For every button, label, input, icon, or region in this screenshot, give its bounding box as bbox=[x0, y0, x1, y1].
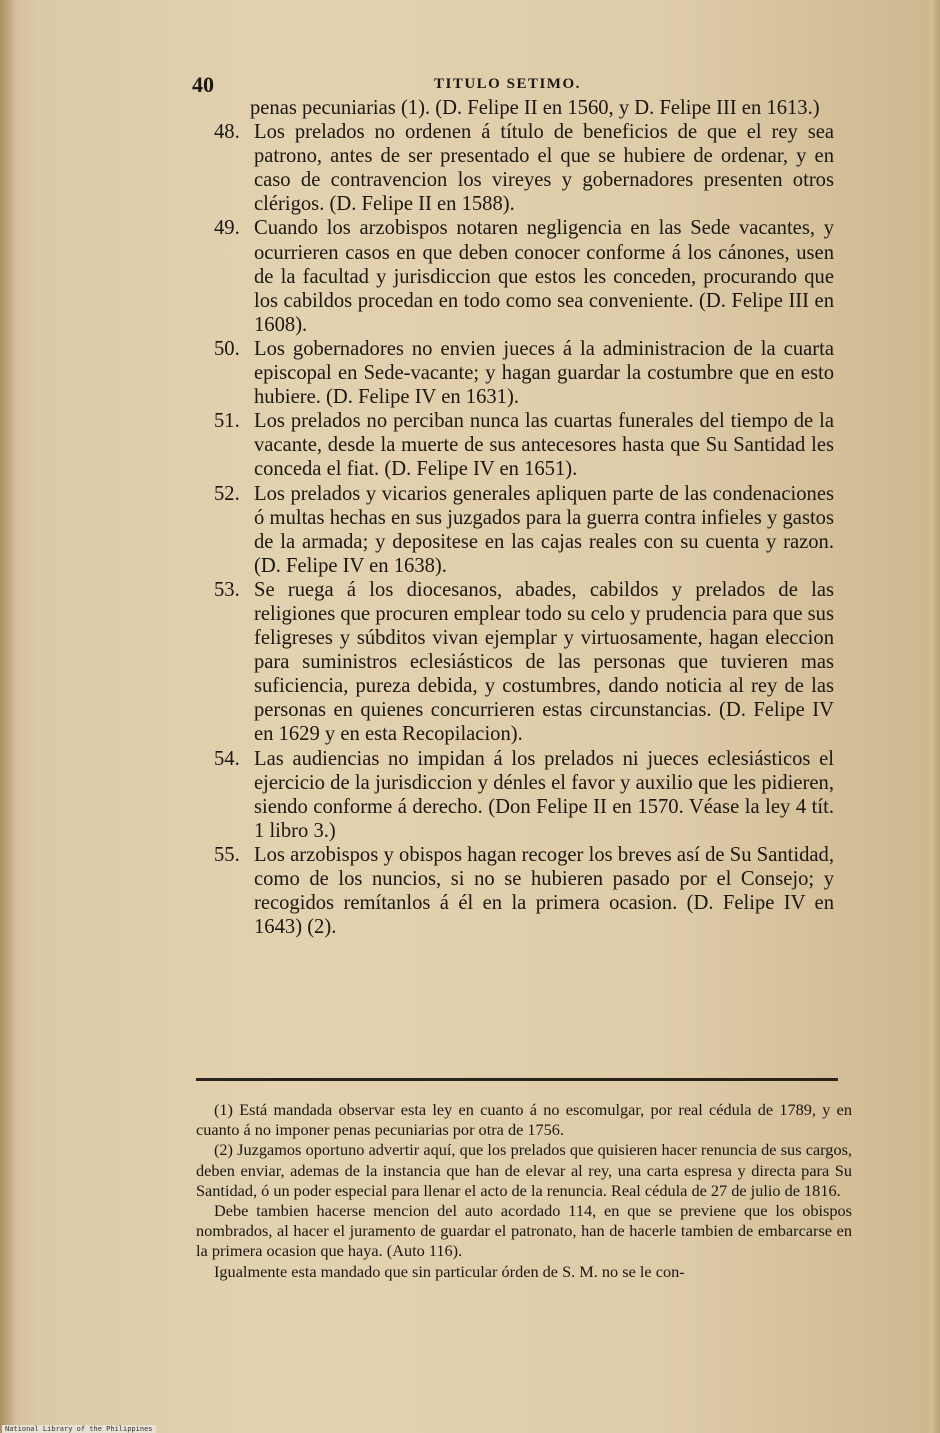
paragraph-text: Cuando los arzobispos notaren negligencia en las Sede vacantes, y ocurrieren casos en que deben conocer conforme á los cánones, usen de la facultad y jurisdiccion que estos les conceden, procurando que los cabildos procedan en todo como sea conveniente. (D. Felipe III en 1608). bbox=[254, 217, 834, 336]
paragraph-text: Los prelados y vicarios generales apliquen parte de las condenaciones ó multas hechas en sus juzgados para la guerra contra infieles y gastos de la armada; y depositese en las cajas reales con su cuenta y razon. (D. Felipe IV en 1638). bbox=[254, 482, 834, 577]
paragraph-52 bbox=[214, 482, 834, 578]
paragraph-number: 54. bbox=[214, 747, 240, 770]
paragraph-number: 53. bbox=[214, 578, 240, 601]
paragraph-51 bbox=[214, 409, 834, 481]
paragraph-text: penas pecuniarias (1). (D. Felipe II en 1560, y D. Felipe III en 1613.) bbox=[250, 97, 820, 119]
page-right-edge bbox=[930, 0, 940, 1433]
library-credit: National Library of the Philippines bbox=[2, 1425, 156, 1433]
paragraph-number: 51. bbox=[214, 410, 240, 433]
paragraph-number: 48. bbox=[214, 121, 240, 144]
paragraph-continuation bbox=[214, 96, 834, 120]
paragraph-50 bbox=[214, 337, 834, 409]
main-text bbox=[214, 96, 834, 939]
paragraph-48 bbox=[214, 120, 834, 216]
paragraph-text: Se ruega á los diocesanos, abades, cabildos y prelados de las religiones que procuren emplear todo su celo y prudencia para que sus feligreses y súbditos vivan ejemplar y virtuosamente, hagan eleccion para suministros eclesiásticos de las personas que tuvieren mas suficiencia, pureza debida, y costumbres, dando noticia al rey de las personas en quienes concurrieren estas circunstancias. (D. Felipe IV en 1629 y en esta Recopilacion). bbox=[254, 578, 834, 746]
paragraph-49 bbox=[214, 216, 834, 336]
paragraph-text: Los gobernadores no envien jueces á la administracion de la cuarta episcopal en Sede-vacante; y hagan guardar la costumbre que en esto hubiere. (D. Felipe IV en 1631). bbox=[254, 337, 834, 409]
paragraph-number: 52. bbox=[214, 482, 240, 505]
paragraph-number: 50. bbox=[214, 337, 240, 360]
footnote-2-continued: Debe tambien hacerse mencion del auto acordado 114, en que se previene que los obispos nombrados, al hacer el juramento de guardar el patronato, han de hacerle tambien de embarcarse en la primera ocasion que haya. (Auto 116). bbox=[196, 1201, 852, 1261]
paragraph-55 bbox=[214, 843, 834, 939]
page-left-edge bbox=[0, 0, 14, 1433]
running-title: TITULO SETIMO. bbox=[434, 76, 581, 92]
paragraph-text: Los arzobispos y obispos hagan recoger los breves así de Su Santidad, como de los nuncios, si no se hubieren pasado por el Consejo; y recogidos remítanlos á él en la primera ocasion. (D. Felipe IV en 1643) (2). bbox=[254, 843, 834, 939]
paragraph-number: 55. bbox=[214, 843, 240, 866]
paragraph-53 bbox=[214, 578, 834, 747]
footnote-2: (2) Juzgamos oportuno advertir aquí, que los prelados que quisieren hacer renuncia de sus cargos, deben enviar, ademas de la instancia que han de elevar al rey, una carta espresa y directa para Su Santidad, ó un poder especial para llenar el acto de la renuncia. Real cédula de 27 de julio de 1816. bbox=[196, 1140, 852, 1200]
footnote-1: (1) Está mandada observar esta ley en cuanto á no escomulgar, por real cédula de 1789, y en cuanto á no imponer penas pecuniarias por otra de 1756. bbox=[196, 1100, 852, 1140]
paragraph-text: Las audiencias no impidan á los prelados ni jueces eclesiásticos el ejercicio de la jurisdiccion y dénles el favor y auxilio que les pidieren, siendo conforme á derecho. (Don Felipe II en 1570. Véase la ley 4 tít. 1 libro 3.) bbox=[254, 747, 834, 842]
footnote-2-final: Igualmente esta mandado que sin particular órden de S. M. no se le con- bbox=[214, 1261, 685, 1281]
paragraph-number: 49. bbox=[214, 217, 240, 240]
footnote-divider bbox=[196, 1078, 838, 1081]
page-number: 40 bbox=[192, 72, 214, 97]
footnotes bbox=[196, 1100, 852, 1282]
paragraph-text: Los prelados no perciban nunca las cuartas funerales del tiempo de la vacante, desde la muerte de sus antecesores hasta que Su Santidad les conceda el fiat. (D. Felipe IV en 1651). bbox=[254, 410, 834, 481]
paragraph-text: Los prelados no ordenen á título de beneficios de que el rey sea patrono, antes de ser presentado el que se hubiere de ordenar, y en caso de contravencion los vireyes y gobernadores presenten otros clérigos. (D. Felipe II en 1588). bbox=[254, 121, 834, 216]
paragraph-54 bbox=[214, 747, 834, 843]
